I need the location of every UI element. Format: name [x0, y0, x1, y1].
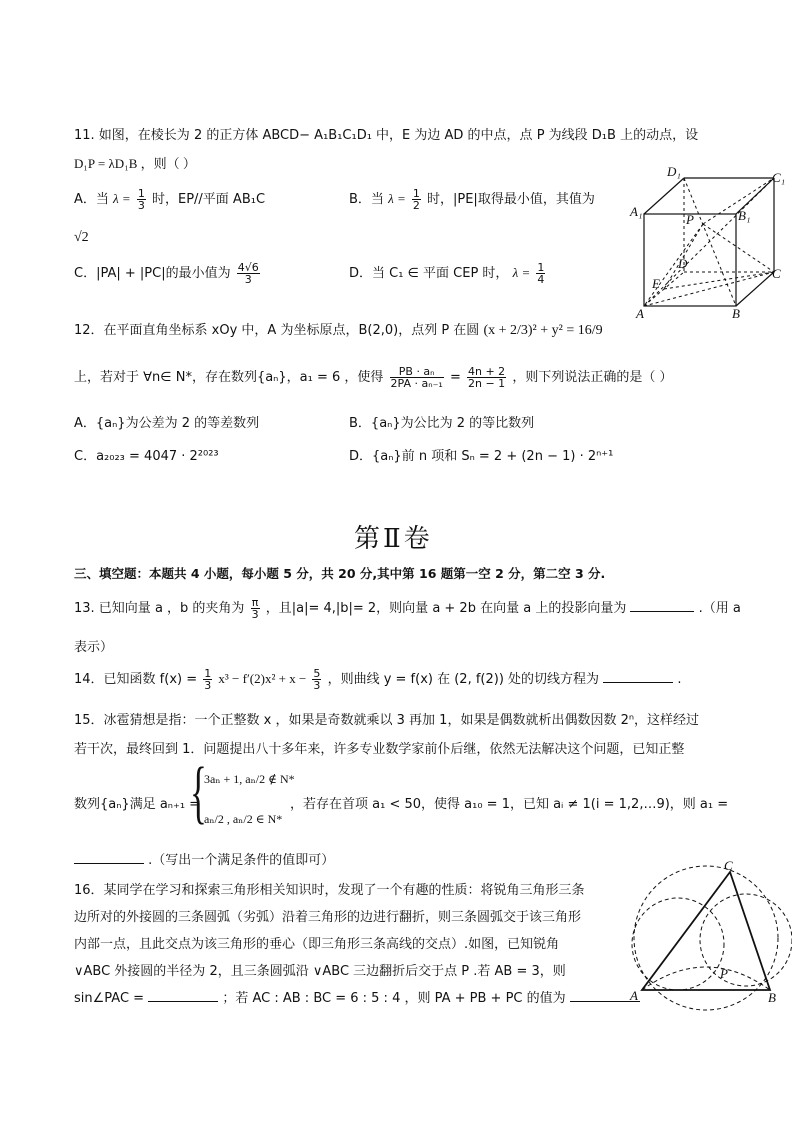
cube-label-c1: C₁: [772, 170, 786, 185]
q11-option-b-fraction: [412, 188, 421, 211]
q11-option-d-text: D．当 C₁ ∈ 平面 CEP 时，: [349, 266, 509, 281]
q15-line3-pre: 数列{aₙ}满足 aₙ₊₁ =: [74, 797, 201, 812]
q15-case-2: aₙ/2 , aₙ/2 ∈ N*: [204, 812, 283, 826]
q12-stem-end: ，则下列说法正确的是（ ）: [512, 370, 673, 385]
q12-equals: =: [449, 370, 461, 385]
cube-label-a: A: [636, 306, 644, 320]
q13-text: 13. 已知向量 a ，b 的夹角为: [74, 601, 245, 616]
q11-option-d-fraction: [536, 262, 545, 285]
cube-label-b: B: [732, 306, 740, 320]
fraction-numerator: PB · aₙ: [390, 366, 444, 378]
fraction-numerator: π: [251, 596, 259, 609]
q16-line4: ∨ABC 外接圆的半径为 2，且三条圆弧沿 ∨ABC 三边翻折后交于点 P .若 AB = 3，则: [74, 964, 566, 979]
fraction-numerator: 4n + 2: [468, 365, 506, 378]
q14-text-post: ，则曲线 y = f(x) 在 (2, f(2)) 处的切线方程为: [327, 672, 600, 687]
fraction-denominator: 4: [537, 273, 545, 286]
q14-end: .: [677, 672, 682, 687]
cube-label-c: C: [772, 266, 781, 281]
q11-stem-line2: D₁P = λD₁B ，则（ ）: [74, 156, 196, 171]
q11-option-b-lambda: λ =: [388, 191, 406, 206]
q13-angle-fraction: [251, 597, 260, 620]
q12-stem-text-2: 上，若对于 ∀n∈ N*，存在数列{aₙ}，a₁ = 6 ，使得: [74, 370, 384, 385]
q15-line3-post: ，若存在首项 a₁ < 50，使得 a₁₀ = 1，已知 aᵢ ≠ 1(i = 1,2,…9)，则 a₁ =: [290, 797, 729, 812]
q11-option-b-label: B．当: [349, 192, 384, 207]
cube-label-b1: B₁: [738, 208, 751, 223]
q16-answer-blank-1[interactable]: [148, 989, 218, 1002]
cube-label-e: E: [652, 276, 660, 291]
part2-title: 第Ⅱ卷: [354, 524, 433, 554]
fraction-numerator: 4√6: [237, 261, 259, 274]
triangle-label-c: C: [724, 858, 733, 873]
q11-option-b: [349, 188, 595, 211]
q12-right-fraction: [467, 366, 506, 389]
q15-line4-text: .（写出一个满足条件的值即可）: [148, 853, 335, 868]
q11-option-c-text: C．|PA| + |PC|的最小值为: [74, 266, 231, 281]
fraction-numerator: 1: [204, 667, 212, 680]
triangle-label-b: B: [768, 990, 776, 1005]
fraction-denominator: 3: [251, 608, 259, 621]
triangle-label-a: A: [630, 988, 638, 1003]
q11-option-b-value: √2: [74, 230, 89, 245]
triangle-figure: [628, 856, 792, 1016]
q12-stem-line2: [74, 366, 672, 389]
fraction-numerator: 1: [537, 261, 545, 274]
q15-line2: 若干次，最终回到 1．问题提出八十多年来，许多专业数学家前仆后继，依然无法解决这个问题，已知正整: [74, 742, 685, 757]
fraction-denominator: 3: [244, 273, 252, 286]
q13-line2: 表示）: [74, 640, 114, 655]
q16-line3: 内部一点，且此交点为该三角形的垂心（即三角形三条高线的交点）.如图，已知锐角: [74, 937, 560, 952]
q15-line4: [74, 849, 334, 868]
fraction-numerator: 1: [412, 187, 420, 200]
q15-answer-blank[interactable]: [74, 851, 144, 864]
section3-header: 三、填空题：本题共 4 小题，每小题 5 分，共 20 分,其中第 16 题第一空 2 分，第二空 3 分.: [74, 566, 606, 581]
q11-option-a-label: A．当: [74, 192, 109, 207]
q11-option-c-fraction: [237, 262, 260, 285]
q14-line: [74, 668, 681, 691]
fraction-denominator: 2: [412, 199, 420, 212]
fraction-numerator: 1: [137, 187, 145, 200]
q16-line1: 16．某同学在学习和探索三角形相关知识时，发现了一个有趣的性质：将锐角三角形三条: [74, 883, 585, 898]
q16-line5-mid: ；若 AC : AB : BC = 6 : 5 : 4 ，则 PA + PB + PC 的值为: [222, 991, 566, 1006]
fraction-denominator: 3: [313, 679, 321, 692]
q12-option-b: B．{aₙ}为公比为 2 的等比数列: [349, 416, 535, 431]
q11-stem-line1: 11. 如图，在棱长为 2 的正方体 ABCD− A₁B₁C₁D₁ 中，E 为边 AD 的中点，点 P 为线段 D₁B 上的动点，设: [74, 128, 699, 143]
q11-option-d-lambda: λ =: [512, 265, 531, 280]
q15-line1: 15．冰雹猜想是指：一个正整数 x ，如果是奇数就乘以 3 再加 1，如果是偶数就析出偶数因数 2ⁿ，这样经过: [74, 713, 700, 728]
q14-text: 14．已知函数 f(x) =: [74, 672, 198, 687]
fraction-numerator: 5: [313, 667, 321, 680]
q11-option-c: [74, 262, 262, 285]
q13-text-end: .（用 a: [698, 601, 741, 616]
q14-expression: x³ − f′(2)x² + x −: [218, 671, 307, 686]
triangle-label-p: P: [720, 966, 728, 981]
q11-option-d: [349, 262, 547, 285]
fraction-denominator: 2n − 1: [468, 377, 506, 390]
q13-answer-blank[interactable]: [630, 599, 694, 612]
cube-label-p: P: [686, 212, 694, 227]
cube-figure: [624, 160, 794, 320]
q11-option-b-text: 时，|PE|取得最小值，其值为: [427, 192, 595, 207]
q12-stem-text: 12．在平面直角坐标系 xOy 中，A 为坐标原点，B(2,0)，点列 P 在圆: [74, 323, 480, 338]
q12-circle-equation: (x + 2/3)² + y² = 16/9: [483, 323, 603, 338]
q13-line1: [74, 597, 741, 620]
q14-answer-blank[interactable]: [603, 670, 673, 683]
cube-label-d: D: [678, 256, 688, 271]
q14-fraction-1: [203, 668, 212, 691]
q16-line5-pre: sin∠PAC =: [74, 991, 145, 1006]
q12-option-d: D．{aₙ}前 n 项和 Sₙ = 2 + (2n − 1) · 2ⁿ⁺¹: [349, 449, 614, 464]
q11-option-a-text: 时，EP//平面 AB₁C: [151, 192, 266, 207]
fraction-denominator: 3: [137, 199, 145, 212]
q14-fraction-2: [312, 668, 321, 691]
q12-left-fraction: [390, 366, 444, 389]
q12-option-c: C．a₂₀₂₃ = 4047 · 2²⁰²³: [74, 449, 219, 464]
q12-option-a: A．{aₙ}为公差为 2 的等差数列: [74, 416, 260, 431]
q11-option-a-fraction: [137, 188, 146, 211]
q15-case-1: 3aₙ + 1, aₙ/2 ∉ N*: [204, 772, 295, 786]
q16-line5: [74, 987, 640, 1006]
fraction-denominator: 3: [204, 679, 212, 692]
q13-text-mid: ，且|a|= 4,|b|= 2，则向量 a + 2b 在向量 a 上的投影向量为: [265, 601, 627, 616]
q15-brace: {: [190, 754, 207, 831]
q16-line2: 边所对的外接圆的三条圆弧（劣弧）沿着三角形的边进行翻折，则三条圆弧交于该三角形: [74, 910, 582, 925]
q11-option-a: [74, 188, 265, 211]
cube-label-a1: A₁: [630, 204, 643, 219]
fraction-denominator: 2PA · aₙ₋₁: [390, 377, 443, 390]
cube-label-d1: D₁: [667, 164, 681, 179]
q12-stem-line1: [74, 319, 603, 339]
q11-option-a-lambda: λ =: [113, 191, 131, 206]
